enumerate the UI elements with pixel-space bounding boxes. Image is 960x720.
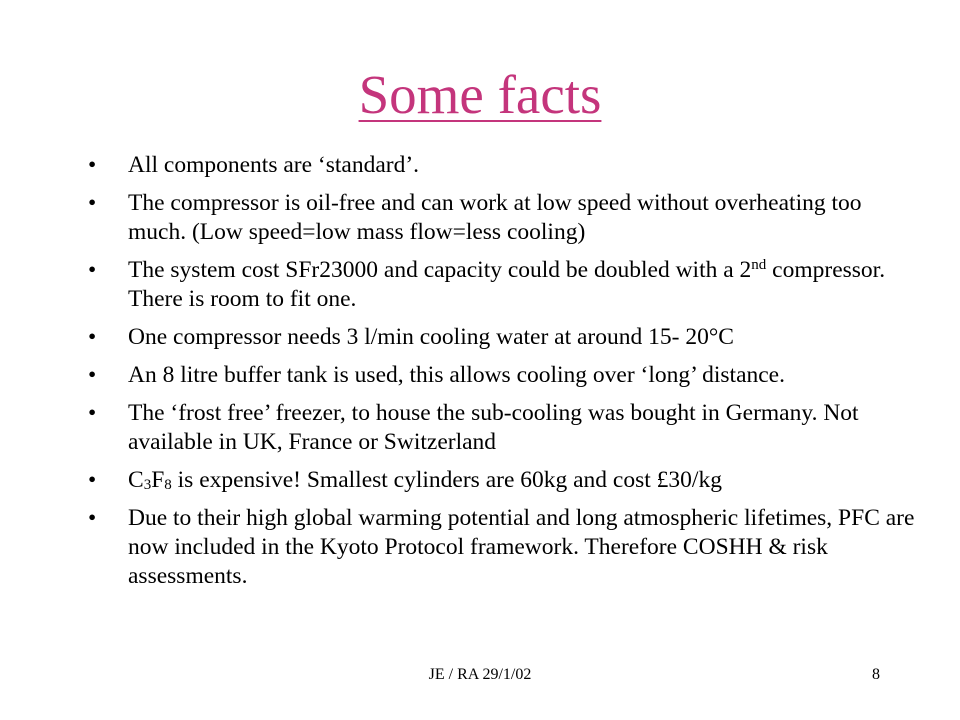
slide-title: Some facts xyxy=(358,64,602,125)
ordinal-superscript: nd xyxy=(751,257,767,273)
bullet-item-compressor xyxy=(88,189,918,247)
formula-f: F xyxy=(151,467,165,493)
formula-subscript-3: 3 xyxy=(143,477,152,493)
bullet-item-components xyxy=(88,151,918,180)
bullet-text: An 8 litre buffer tank is used, this allows cooling over ‘long’ distance. xyxy=(128,362,785,388)
bullet-icon: • xyxy=(88,324,97,350)
bullet-text: All components are ‘standard’. xyxy=(128,152,420,178)
bullet-list xyxy=(88,151,918,600)
bullet-item-kyoto xyxy=(88,504,918,591)
formula-subscript-8: 8 xyxy=(164,477,172,493)
bullet-icon: • xyxy=(88,257,97,283)
bullet-text: The compressor is oil-free and can work at low speed without overheating too much. (Low speed=low mass flow=less cooling) xyxy=(128,190,862,245)
bullet-text: Due to their high global warming potential and long atmospheric lifetimes, PFC are now included in the Kyoto Protocol framework. Therefore COSHH & risk assessments. xyxy=(128,505,915,589)
footer-author-date: JE / RA 29/1/02 xyxy=(428,666,532,683)
bullet-text: One compressor needs 3 l/min cooling water at around 15- 20°C xyxy=(128,324,734,350)
bullet-text: is expensive! Smallest cylinders are 60kg and cost £30/kg xyxy=(171,467,722,493)
bullet-icon: • xyxy=(88,400,97,426)
bullet-item-freezer xyxy=(88,399,918,457)
bullet-item-c3f8-cost xyxy=(88,466,918,495)
bullet-text: The ‘frost free’ freezer, to house the sub-cooling was bought in Germany. Not available in UK, France or Switzerland xyxy=(128,400,859,455)
bullet-icon: • xyxy=(88,152,97,178)
bullet-icon: • xyxy=(88,362,97,388)
bullet-icon: • xyxy=(88,190,97,216)
bullet-item-system-cost xyxy=(88,256,918,314)
bullet-text: The system cost SFr23000 and capacity could be doubled with a 2 xyxy=(128,257,752,283)
bullet-icon: • xyxy=(88,505,97,531)
bullet-text-continued: compressor. There is room to fit one. xyxy=(128,257,886,312)
page-number: 8 xyxy=(872,666,880,683)
formula-c: C xyxy=(128,467,144,493)
bullet-icon: • xyxy=(88,467,97,493)
bullet-item-cooling-water xyxy=(88,323,918,352)
bullet-item-buffer-tank xyxy=(88,361,918,390)
